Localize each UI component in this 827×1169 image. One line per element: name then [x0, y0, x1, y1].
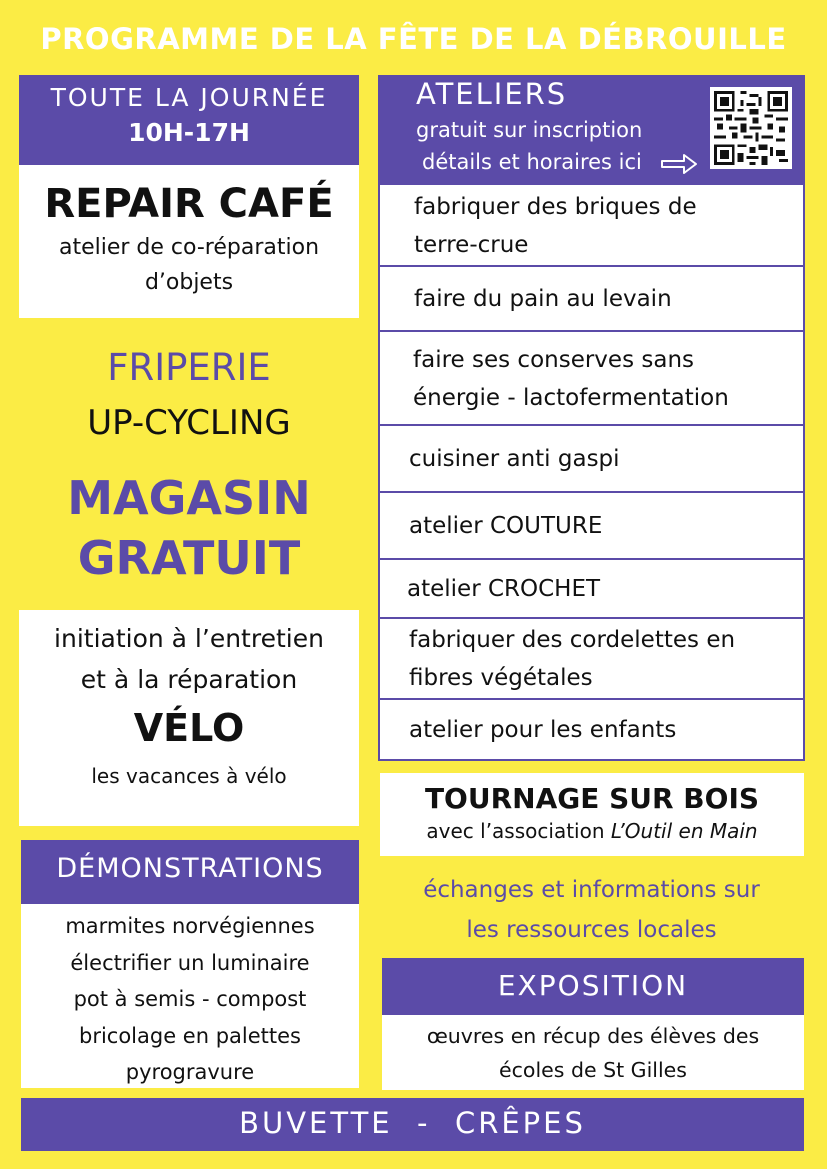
- ateliers-title: ATELIERS: [416, 77, 568, 111]
- magasin-line1: MAGASIN: [67, 471, 311, 525]
- allday-hours: 10H-17H: [128, 118, 250, 147]
- velo-line2: et à la réparation: [80, 665, 298, 694]
- buvette-banner: BUVETTE - CRÊPES: [21, 1098, 804, 1151]
- demo-item: marmites norvégiennes: [65, 914, 315, 938]
- atelier-item-text: fabriquer des briques de: [414, 194, 697, 220]
- list-item: [380, 265, 803, 331]
- atelier-item-text: faire ses conserves sans: [413, 346, 694, 373]
- echanges-line1: échanges et informations sur: [423, 877, 760, 903]
- list-item: [380, 698, 803, 759]
- list-item: [380, 491, 803, 559]
- repair-cafe-line2: d’objets: [144, 270, 234, 295]
- atelier-item-text: atelier CROCHET: [407, 576, 601, 602]
- atelier-item-text: fabriquer des cordelettes en: [409, 627, 736, 653]
- atelier-item-text: terre-crue: [414, 232, 529, 258]
- list-item: [380, 558, 803, 618]
- magasin-gratuit: [19, 468, 359, 588]
- tournage-sub: [380, 819, 804, 843]
- tournage-assoc: L’Outil en Main: [610, 819, 758, 843]
- velo-box: [19, 610, 359, 826]
- atelier-item-text: faire du pain au levain: [414, 286, 672, 312]
- magasin-line2: GRATUIT: [77, 531, 301, 585]
- demo-item: électrifier un luminaire: [70, 950, 310, 975]
- list-item: [380, 617, 803, 699]
- arrow-right-icon: [660, 152, 698, 176]
- repair-cafe-title: REPAIR CAFÉ: [44, 181, 334, 227]
- demonstrations-box: [21, 904, 359, 1088]
- list-item: [380, 185, 803, 267]
- repair-cafe-line1: atelier de co-réparation: [58, 235, 320, 260]
- atelier-item-text: fibres végétales: [409, 665, 593, 691]
- echanges-text: [378, 870, 805, 950]
- repair-cafe-box: [19, 165, 359, 318]
- atelier-item-text: atelier COUTURE: [409, 513, 603, 539]
- friperie: FRIPERIE: [107, 346, 271, 389]
- demo-item: pot à semis - compost: [73, 987, 307, 1011]
- qr-code-icon[interactable]: [710, 87, 792, 169]
- upcycling: UP-CYCLING: [87, 403, 291, 443]
- ateliers-line2: détails et horaires ici: [422, 150, 642, 174]
- velo-sub: les vacances à vélo: [91, 764, 287, 788]
- atelier-item-text: atelier pour les enfants: [409, 716, 677, 743]
- page-title: PROGRAMME DE LA FÊTE DE LA DÉBROUILLE: [40, 22, 787, 56]
- atelier-item-text: énergie - lactofermentation: [413, 384, 729, 411]
- exposition-line1: œuvres en récup des élèves des: [426, 1024, 760, 1048]
- demo-item: bricolage en palettes: [78, 1023, 301, 1048]
- exposition-line2: écoles de St Gilles: [499, 1058, 687, 1082]
- exposition-banner: EXPOSITION: [382, 958, 804, 1015]
- exposition-box: [382, 1015, 804, 1090]
- tournage-box: [380, 773, 804, 856]
- demo-item: pyrogravure: [125, 1060, 255, 1084]
- demonstrations-banner: DÉMONSTRATIONS: [21, 840, 359, 904]
- velo-line1: initiation à l’entretien: [54, 624, 324, 653]
- tournage-title: TOURNAGE SUR BOIS: [424, 782, 760, 815]
- allday-label: TOUTE LA JOURNÉE: [50, 83, 328, 112]
- ateliers-banner: [378, 75, 805, 185]
- tournage-sub-pre: avec l’association: [426, 819, 611, 843]
- ateliers-line1: gratuit sur inscription: [416, 118, 643, 142]
- list-item: [380, 330, 803, 425]
- list-item: [380, 424, 803, 492]
- ateliers-list: [378, 185, 805, 761]
- velo-title: VÉLO: [133, 706, 245, 750]
- echanges-line2: les ressources locales: [466, 917, 717, 943]
- allday-banner: [19, 75, 359, 165]
- atelier-item-text: cuisiner anti gaspi: [409, 446, 620, 472]
